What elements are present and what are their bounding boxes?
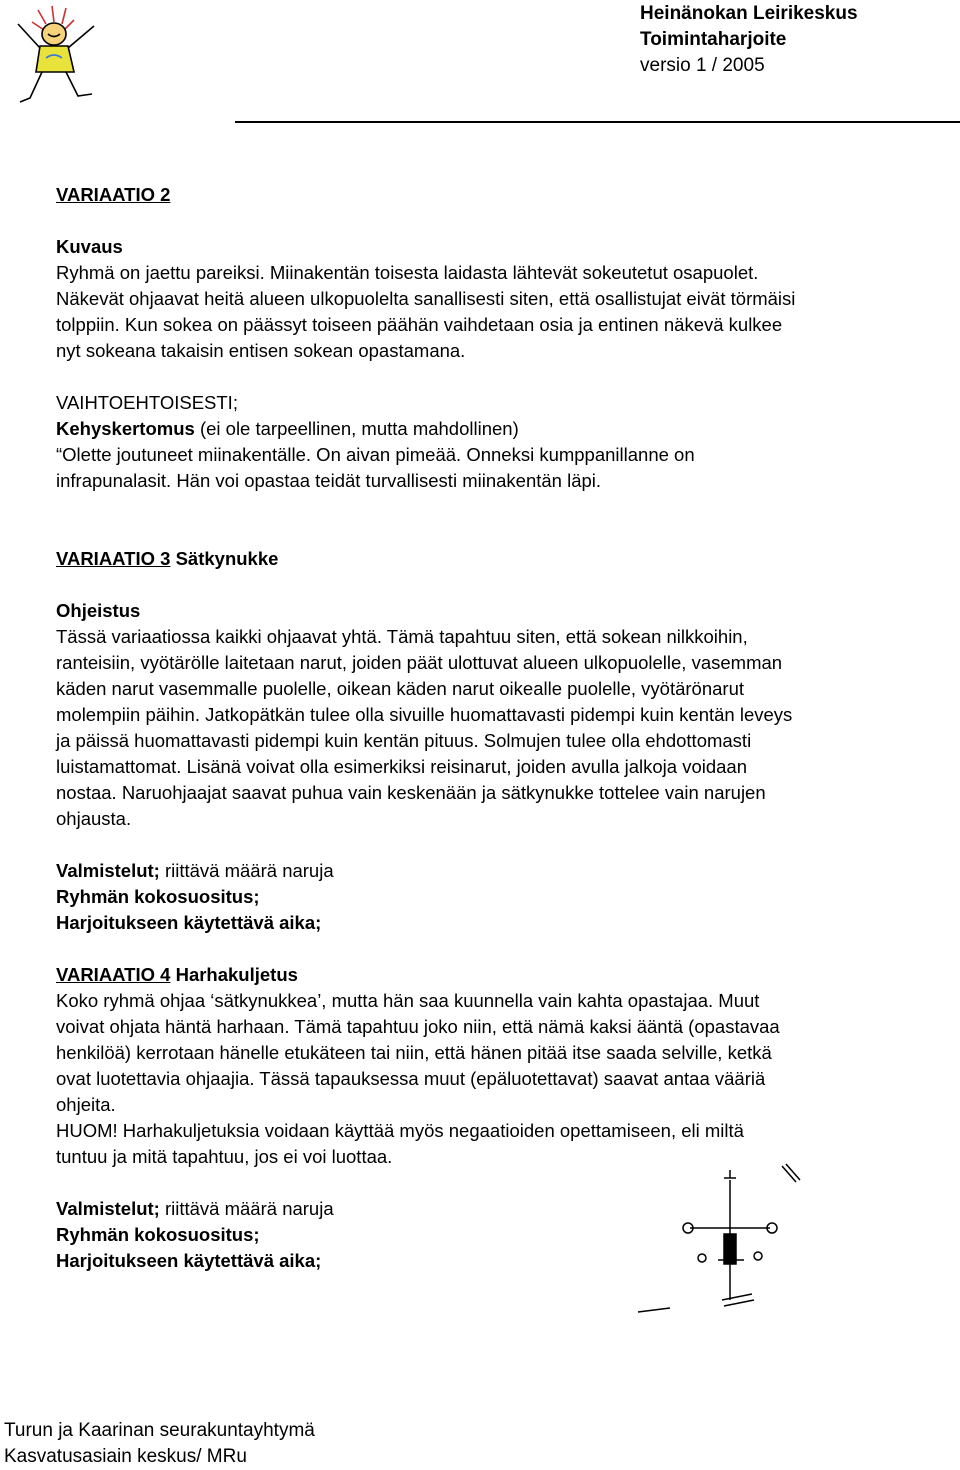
frame-story-note: (ei ole tarpeellinen, mutta mahdollinen) (194, 418, 519, 439)
variation-3-ohjeistus-label: Ohjeistus (56, 600, 141, 621)
variation-3-text-line: luistamattomat. Lisänä voivat olla esimerkiksi reisinarut, joiden avulla jalkoja voidaan (56, 756, 748, 777)
preparations-value: riittävä määrä naruja (159, 860, 334, 881)
variation-4-text-line: ovat luotettavia ohjaajia. Tässä tapauksessa muut (epäluotettavat) saavat antaa vääriä (56, 1068, 766, 1089)
variation-3-text-line: ohjausta. (56, 808, 132, 829)
preparations-value: riittävä määrä naruja (159, 1198, 334, 1219)
variation-3-group-size-label: Ryhmän kokosuositus; (56, 886, 260, 907)
variation-3-text-line: nostaa. Naruohjaajat saavat puhua vain keskenään ja sätkynukke tottelee vain narujen (56, 782, 766, 803)
variation-4-time-label: Harjoitukseen käytettävä aika; (56, 1250, 322, 1271)
frame-story-quote-line: infrapunalasit. Hän voi opastaa teidät turvallisesti miinakentän läpi. (56, 470, 602, 491)
variation-3-preparations (56, 858, 334, 884)
variation-2-text-line: Ryhmä on jaettu pareiksi. Miinakentän toisesta laidasta lähtevät sokeutetut osapuolet. (56, 262, 759, 283)
variation-4-preparations (56, 1196, 334, 1222)
header-version: versio 1 / 2005 (640, 55, 765, 76)
variation-3-heading (56, 546, 278, 572)
variation-3-text-line: ranteisiin, vyötärölle laitetaan narut, joiden päät ulottuvat alueen ulkopuolelle, vasemman (56, 652, 783, 673)
footer-line-1: Turun ja Kaarinan seurakuntayhtymä (4, 1420, 315, 1441)
variation-4-text-line: HUOM! Harhakuljetuksia voidaan käyttää myös negaatioiden opettamiseen, eli miltä (56, 1120, 744, 1141)
variation-3-name: Sätkynukke (170, 548, 279, 569)
variation-3-text-line: Tässä variaatiossa kaikki ohjaavat yhtä. Tämä tapahtuu siten, että sokean nilkkoihin, (56, 626, 748, 647)
frame-story-label: Kehyskertomus (56, 418, 195, 439)
variation-4-text-line: voivat ohjata häntä harhaan. Tämä tapahtuu joko niin, että nämä kaksi ääntä (opastavaa (56, 1016, 780, 1037)
preparations-label: Valmistelut; (56, 1198, 160, 1219)
variation-2-text-line: nyt sokeana takaisin entisen sokean opastamana. (56, 340, 466, 361)
variation-3-text-line: käden narut vasemmalle puolelle, oikean käden narut oikealle puolelle, vyötärönarut (56, 678, 745, 699)
variation-2-text-line: tolppiin. Kun sokea on päässyt toiseen päähän vaihdetaan osia ja entinen näkevä kulkee (56, 314, 783, 335)
frame-story-line (56, 416, 519, 442)
variation-4-text-line: tuntuu ja mitä tapahtuu, jos ei voi luottaa. (56, 1146, 393, 1167)
variation-4-text-line: ohjeita. (56, 1094, 116, 1115)
variation-3-text-line: ja päissä huomattavasti pidempi kuin kentän pituus. Solmujen tulee olla ehdottomasti (56, 730, 752, 751)
header-org: Heinänokan Leirikeskus (640, 3, 858, 24)
puppet-sketch (630, 1160, 810, 1330)
preparations-label: Valmistelut; (56, 860, 160, 881)
frame-story-quote-line: “Olette joutuneet miinakentälle. On aivan pimeää. Onneksi kumppanillanne on (56, 444, 695, 465)
variation-3-text-line: molempiin päihin. Jatkopätkän tulee olla sivuille huomattavasti pidempi kuin kentän leveys (56, 704, 793, 725)
header-doc-type: Toimintaharjoite (640, 29, 787, 50)
header-rule (235, 121, 960, 123)
logo-figure (8, 2, 108, 112)
variation-4-heading (56, 962, 298, 988)
alternative-label: VAIHTOEHTOISESTI; (56, 392, 238, 413)
variation-3-time-label: Harjoitukseen käytettävä aika; (56, 912, 322, 933)
variation-2-heading: VARIAATIO 2 (56, 184, 171, 205)
variation-3-number: VARIAATIO 3 (56, 548, 171, 569)
footer-line-2: Kasvatusasiain keskus/ MRu (4, 1446, 247, 1467)
variation-4-text-line: henkilöä) kerrotaan hänelle etukäteen tai niin, että hänen pitää itse saada selville, ketkä (56, 1042, 772, 1063)
variation-2-kuvaus-label: Kuvaus (56, 236, 123, 257)
variation-4-group-size-label: Ryhmän kokosuositus; (56, 1224, 260, 1245)
variation-2-text-line: Näkevät ohjaavat heitä alueen ulkopuolelta sanallisesti siten, että osallistujat eivät törmäisi (56, 288, 796, 309)
variation-4-text-line: Koko ryhmä ohjaa ‘sätkynukkea’, mutta hän saa kuunnella vain kahta opastajaa. Muut (56, 990, 760, 1011)
variation-4-number: VARIAATIO 4 (56, 964, 171, 985)
variation-4-name: Harhakuljetus (170, 964, 298, 985)
